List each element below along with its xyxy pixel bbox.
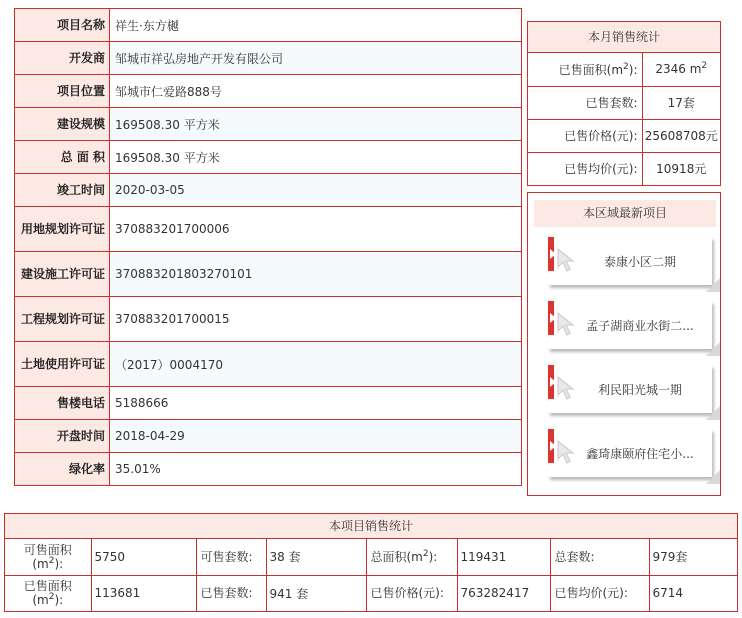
project-sales-row-sold bbox=[5, 575, 737, 611]
info-value: 邹城市祥弘房地产开发有限公司 bbox=[110, 42, 522, 75]
info-row-engineering-permit bbox=[15, 297, 522, 342]
stat-label-total-units: 总套数: bbox=[550, 539, 649, 575]
info-row-land-use-permit bbox=[15, 342, 522, 387]
stat-label-available-units: 可售套数: bbox=[196, 539, 266, 575]
monthly-label-area: 已售面积$(m^2)$: bbox=[528, 53, 642, 86]
monthly-value-price: 25608708元 bbox=[642, 119, 720, 152]
stat-value-available-area: 5750 bbox=[91, 539, 196, 575]
info-row-name bbox=[15, 9, 522, 42]
monthly-row-units bbox=[528, 86, 720, 119]
info-row-developer bbox=[15, 42, 522, 75]
info-value: 370883201700006 bbox=[110, 207, 522, 252]
info-value: 169508.30 平方米 bbox=[110, 141, 522, 174]
info-value: 2018-04-29 bbox=[110, 420, 522, 453]
monthly-row-area bbox=[528, 53, 720, 86]
monthly-row-price bbox=[528, 119, 720, 152]
info-row-total-area bbox=[15, 141, 522, 174]
info-label: 绿化率 bbox=[15, 453, 110, 486]
stat-label-avg-price: 已售均价(元): bbox=[550, 575, 649, 611]
stat-value-sold-units: 941 套 bbox=[266, 575, 366, 611]
info-row-location bbox=[15, 75, 522, 108]
info-label: 项目名称 bbox=[15, 9, 110, 42]
red-tab-icon bbox=[548, 237, 554, 271]
info-value: 35.01% bbox=[110, 453, 522, 486]
regional-project-name: 利民阳光城一期 bbox=[597, 383, 682, 397]
page-fold-icon bbox=[706, 470, 720, 484]
regional-project-name: 孟子湖商业水街二... bbox=[586, 319, 694, 333]
info-value: 370883201700015 bbox=[110, 297, 522, 342]
info-label: 工程规划许可证 bbox=[15, 297, 110, 342]
project-info-table bbox=[14, 8, 522, 486]
info-value: 邹城市仁爱路888号 bbox=[110, 75, 522, 108]
page-fold-icon bbox=[706, 278, 720, 292]
stat-label-available-area: 可售面积 $(m^2)$: bbox=[5, 539, 91, 575]
info-row-construction-permit bbox=[15, 252, 522, 297]
monthly-value-units: 17套 bbox=[642, 86, 720, 119]
info-label: 售楼电话 bbox=[15, 387, 110, 420]
stat-value-total-area: 119431 bbox=[457, 539, 550, 575]
info-value: 370883201803270101 bbox=[110, 252, 522, 297]
stat-value-avg-price: 6714 bbox=[652, 586, 684, 601]
stat-value-total-units: 979套 bbox=[649, 539, 737, 575]
stat-label-total-area: 总面积$(m^2)$: bbox=[366, 539, 457, 575]
monthly-sales-title: 本月销售统计 bbox=[528, 22, 720, 53]
info-row-opening bbox=[15, 420, 522, 453]
project-sales-title: 本项目销售统计 bbox=[5, 514, 737, 539]
regional-project-link[interactable] bbox=[548, 301, 718, 353]
stat-label-sold-area: 已售面积 $(m^2)$: bbox=[5, 575, 91, 611]
regional-project-name: 鑫琦康颐府住宅小... bbox=[586, 447, 694, 461]
info-label: 用地规划许可证 bbox=[15, 207, 110, 252]
regional-projects-panel bbox=[527, 192, 721, 496]
info-row-completion bbox=[15, 174, 522, 207]
info-label: 总 面 积 bbox=[15, 141, 110, 174]
monthly-label-price: 已售价格(元): bbox=[528, 119, 642, 152]
project-sales-row-available bbox=[5, 539, 737, 575]
monthly-value-avg: 10918元 bbox=[642, 152, 720, 185]
info-label: 建设施工许可证 bbox=[15, 252, 110, 297]
page-fold-icon bbox=[706, 406, 720, 420]
page-fold-icon bbox=[706, 342, 720, 356]
info-row-scale bbox=[15, 108, 522, 141]
info-value: 5188666 bbox=[110, 387, 522, 420]
stat-value-sold-price: 763282417 bbox=[457, 575, 550, 611]
red-tab-icon bbox=[548, 365, 554, 399]
info-label: 竣工时间 bbox=[15, 174, 110, 207]
regional-project-link[interactable] bbox=[548, 237, 718, 289]
stat-label-sold-price: 已售价格(元): bbox=[366, 575, 457, 611]
info-label: 开盘时间 bbox=[15, 420, 110, 453]
info-label: 建设规模 bbox=[15, 108, 110, 141]
info-value: 2020-03-05 bbox=[110, 174, 522, 207]
monthly-label-units: 已售套数: bbox=[528, 86, 642, 119]
info-label: 开发商 bbox=[15, 42, 110, 75]
info-label: 项目位置 bbox=[15, 75, 110, 108]
project-sales-table bbox=[5, 539, 737, 611]
regional-project-link[interactable] bbox=[548, 365, 718, 417]
regional-project-name: 泰康小区二期 bbox=[603, 255, 676, 269]
red-tab-icon bbox=[548, 429, 554, 463]
info-row-land-plan-permit bbox=[15, 207, 522, 252]
info-label: 土地使用许可证 bbox=[15, 342, 110, 387]
monthly-sales-table bbox=[528, 53, 720, 185]
stat-value-available-units: 38 套 bbox=[266, 539, 366, 575]
info-row-phone bbox=[15, 387, 522, 420]
project-sales-panel bbox=[4, 513, 738, 612]
monthly-label-avg: 已售均价(元): bbox=[528, 152, 642, 185]
info-value: 169508.30 平方米 bbox=[110, 108, 522, 141]
stat-value-sold-area: 113681 bbox=[91, 575, 196, 611]
stat-label-sold-units: 已售套数: bbox=[196, 575, 266, 611]
info-value: （2017）0004170 bbox=[110, 342, 522, 387]
info-row-greening bbox=[15, 453, 522, 486]
regional-project-link[interactable] bbox=[548, 429, 718, 481]
monthly-sales-panel bbox=[527, 21, 721, 186]
red-tab-icon bbox=[548, 301, 554, 335]
regional-projects-title: 本区域最新项目 bbox=[534, 200, 716, 227]
monthly-row-avg bbox=[528, 152, 720, 185]
info-value: 祥生·东方樾 bbox=[110, 9, 522, 42]
monthly-value-area: 2346 $m^2$ bbox=[655, 61, 708, 77]
